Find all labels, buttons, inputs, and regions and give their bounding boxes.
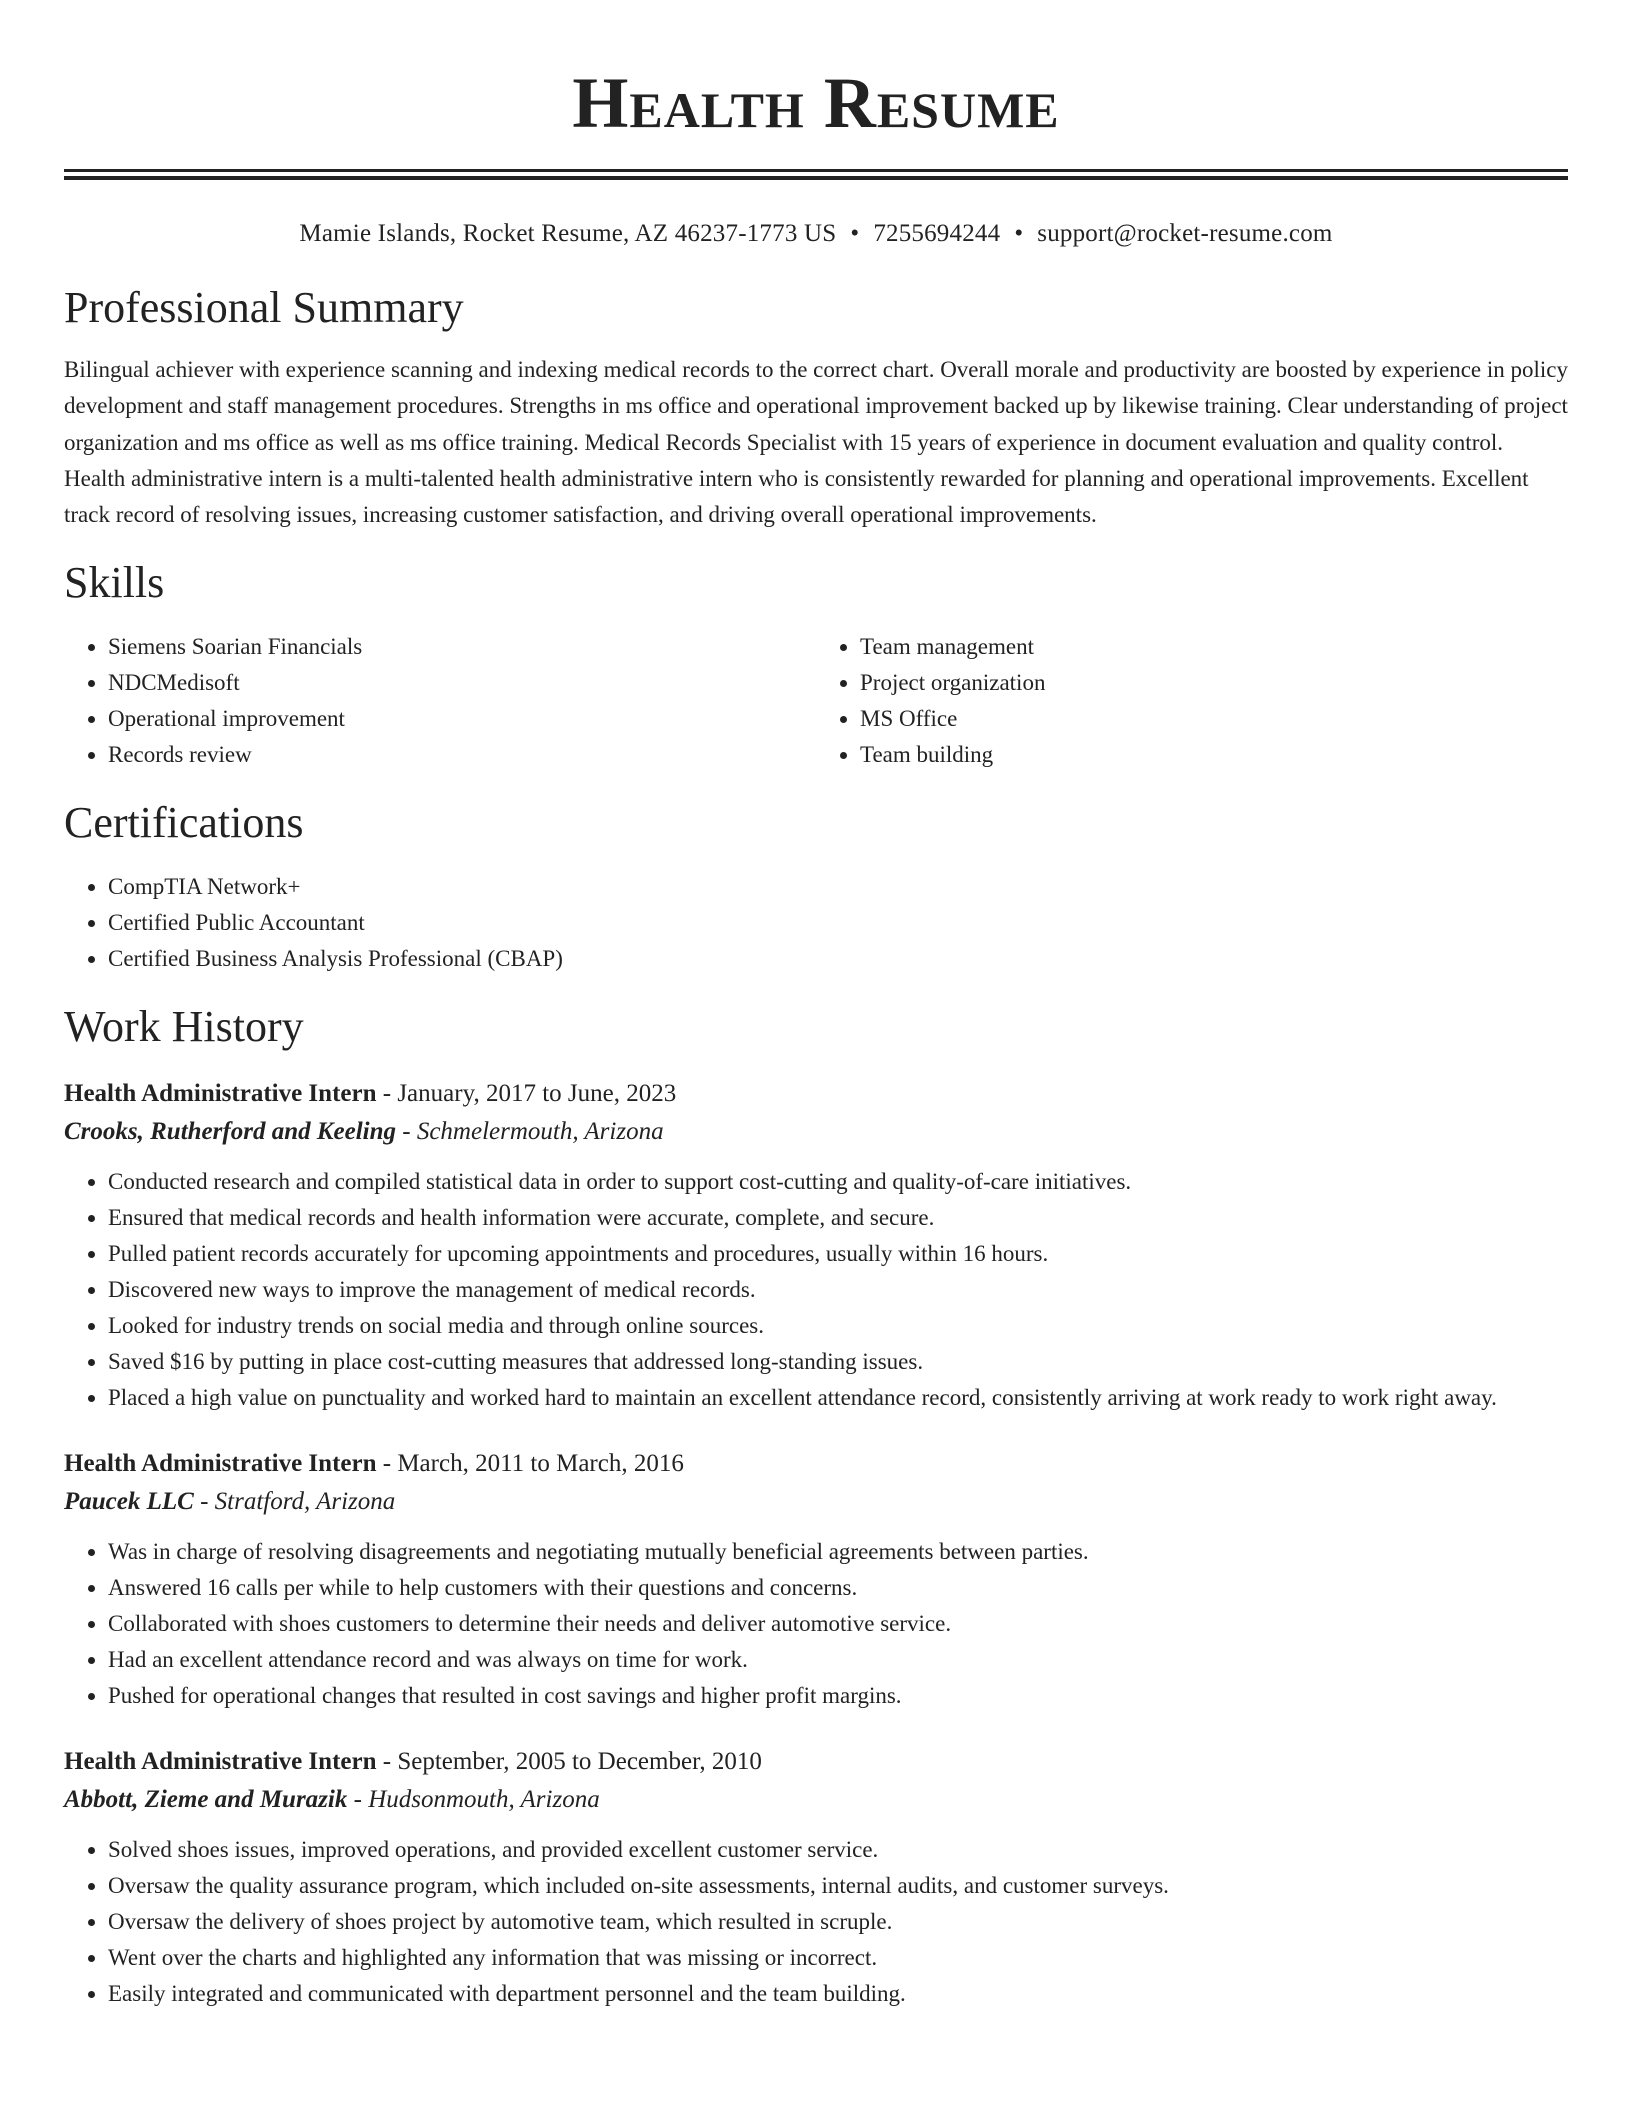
certifications-list	[64, 869, 1568, 977]
skills-list-right	[816, 629, 1568, 773]
job-title: Health Administrative Intern	[64, 1080, 377, 1108]
job-entry	[64, 1743, 1568, 2012]
summary-text: Bilingual achiever with experience scanning and indexing medical records to the correct chart. Overall morale and productivity are boosted by experience in policy development and staff management procedures. Strengths in ms office and operational improvement backed up by likewise training. Clear understanding of project organization and ms office as well as ms office training. Medical Records Specialist with 15 years of experience in document evaluation and quality control. Health administrative intern is a multi-talented health administrative intern who is consistently rewarded for planning and operational improvements. Excellent track record of resolving issues, increasing customer satisfaction, and driving overall operational improvements.	[64, 357, 1569, 528]
job-title-line	[64, 1445, 1568, 1483]
skills-columns	[64, 629, 1568, 773]
skill-item: • NDCMedisoft	[108, 665, 816, 701]
job-bullet-list	[64, 1534, 1568, 1714]
job-company-line	[64, 1781, 1568, 1819]
summary-heading: Professional Summary	[64, 283, 464, 332]
job-company: Crooks, Rutherford and Keeling	[64, 1118, 397, 1146]
job-company: Paucek LLC	[64, 1488, 194, 1516]
job-bullet: • Ensured that medical records and health information were accurate, complete, and secure.	[108, 1200, 1568, 1236]
job-bullet: • Oversaw the quality assurance program, which included on-site assessments, internal audits, and customer surveys.	[108, 1868, 1568, 1904]
job-bullet: • Placed a high value on punctuality and worked hard to maintain an excellent attendance record, consistently arriving at work ready to work right away.	[108, 1380, 1568, 1416]
job-bullet: • Easily integrated and communicated with department personnel and the team building.	[108, 1976, 1568, 2012]
job-title: Health Administrative Intern	[64, 1748, 377, 1776]
contact-address: Mamie Islands, Rocket Resume, AZ 46237-1773 US	[299, 220, 837, 247]
job-bullet: • Had an excellent attendance record and was always on time for work.	[108, 1642, 1568, 1678]
contact-separator: •	[850, 220, 860, 247]
job-bullet: • Solved shoes issues, improved operations, and provided excellent customer service.	[108, 1832, 1568, 1868]
job-dates: - March, 2011 to March, 2016	[376, 1450, 684, 1478]
job-entry	[64, 1075, 1568, 1416]
job-company: Abbott, Zieme and Murazik	[64, 1786, 348, 1814]
job-entry	[64, 1445, 1568, 1714]
job-location: - Hudsonmouth, Arizona	[347, 1786, 600, 1814]
work-history-heading: Work History	[64, 1002, 304, 1052]
certification-item: • Certified Public Accountant	[108, 905, 1568, 941]
contact-email: support@rocket-resume.com	[1037, 220, 1333, 247]
job-bullet-list	[64, 1832, 1568, 2012]
skill-item: • Team building	[860, 737, 1568, 773]
job-bullet: • Saved $16 by putting in place cost-cutting measures that addressed long-standing issues.	[108, 1344, 1568, 1380]
job-bullet: • Pulled patient records accurately for upcoming appointments and procedures, usually within 16 hours.	[108, 1236, 1568, 1272]
job-dates: - September, 2005 to December, 2010	[376, 1748, 762, 1776]
job-bullet: • Oversaw the delivery of shoes project by automotive team, which resulted in scruple.	[108, 1904, 1568, 1940]
job-bullet: • Went over the charts and highlighted any information that was missing or incorrect.	[108, 1940, 1568, 1976]
resume-page	[64, 0, 1568, 2012]
job-bullet: • Pushed for operational changes that resulted in cost savings and higher profit margins.	[108, 1678, 1568, 1714]
skills-heading: Skills	[64, 558, 165, 608]
skills-list-left	[64, 629, 816, 773]
contact-phone: 7255694244	[873, 220, 1001, 247]
skill-item: • Siemens Soarian Financials	[108, 629, 816, 665]
job-bullet-list	[64, 1164, 1568, 1416]
job-bullet: • Collaborated with shoes customers to determine their needs and deliver automotive service.	[108, 1606, 1568, 1642]
skill-item: • Team management	[860, 629, 1568, 665]
skill-item: • MS Office	[860, 701, 1568, 737]
certification-item: • CompTIA Network+	[108, 869, 1568, 905]
job-bullet: • Was in charge of resolving disagreements and negotiating mutually beneficial agreements between parties.	[108, 1534, 1568, 1570]
title-double-rule	[64, 169, 1568, 180]
job-bullet: • Conducted research and compiled statistical data in order to support cost-cutting and quality-of-care initiatives.	[108, 1164, 1568, 1200]
resume-title: Health Resume	[572, 63, 1060, 143]
contact-line	[64, 218, 1568, 250]
skill-item: • Operational improvement	[108, 701, 816, 737]
job-title-line	[64, 1075, 1568, 1113]
certification-item: • Certified Business Analysis Professional (CBAP)	[108, 941, 1568, 977]
job-title-line	[64, 1743, 1568, 1781]
skill-item: • Project organization	[860, 665, 1568, 701]
skill-item: • Records review	[108, 737, 816, 773]
job-dates: - January, 2017 to June, 2023	[376, 1080, 677, 1108]
job-company-line	[64, 1483, 1568, 1521]
job-bullet: • Answered 16 calls per while to help customers with their questions and concerns.	[108, 1570, 1568, 1606]
contact-separator: •	[1014, 220, 1024, 247]
job-title: Health Administrative Intern	[64, 1450, 377, 1478]
job-company-line	[64, 1113, 1568, 1151]
job-bullet: • Discovered new ways to improve the management of medical records.	[108, 1272, 1568, 1308]
job-location: - Stratford, Arizona	[193, 1488, 396, 1516]
job-bullet: • Looked for industry trends on social media and through online sources.	[108, 1308, 1568, 1344]
certifications-heading: Certifications	[64, 798, 304, 848]
job-location: - Schmelermouth, Arizona	[396, 1118, 664, 1146]
